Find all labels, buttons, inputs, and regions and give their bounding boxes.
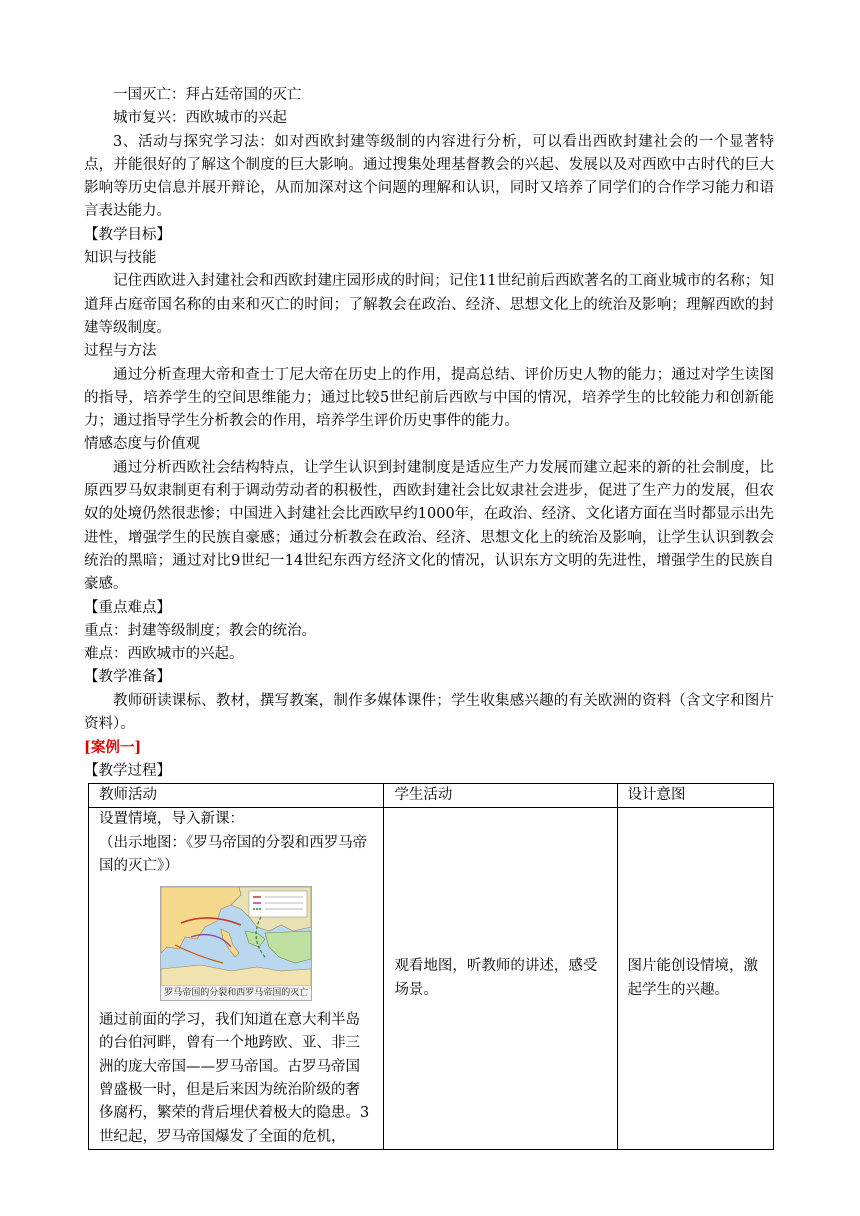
method-paragraph: 3、活动与探究学习法：如对西欧封建等级制的内容进行分析，可以看出西欧封建社会的一个显著特点，并能很好的了解这个制度的巨大影响。通过搜集处理基督教会的兴起、发展以及对西欧中古时代的巨大影响等历史信息并展开辩论，从而加深对这个问题的理解和认识，同时又培养了同学们的合作学习能力和语言表达能力。 <box>84 133 774 220</box>
teacher-show-map: （出示地图：《罗马帝国的分裂和西罗马帝国的灭亡》） <box>99 834 368 874</box>
design-intent-cell: 图片能创设情境，激起学生的兴趣。 <box>617 808 774 1150</box>
case-label: [案例一] <box>84 739 142 757</box>
objectives-heading: 【教学目标】 <box>84 226 171 243</box>
student-activity-cell: 观看地图，听教师的讲述，感受场景。 <box>384 808 617 1150</box>
teacher-intro: 设置情境，导入新课： <box>99 811 244 828</box>
teacher-narration: 通过前面的学习，我们知道在意大利半岛的台伯河畔，曾有一个地跨欧、亚、非三洲的庞大帝国——罗马帝国。古罗马帝国曾盛极一时，但是后来因为统治阶级的奢侈腐朽，繁荣的背后埋伏着极大的隐患。3世纪起，罗马帝国爆发了全面的危机， <box>99 1012 370 1145</box>
table-row <box>89 808 774 1150</box>
preparation-text: 教师研读课标、教材，撰写教案，制作多媒体课件；学生收集感兴趣的有关欧洲的资料（含文字和图片资料）。 <box>84 692 774 733</box>
map-caption: 罗马帝国的分裂和西罗马帝国的灭亡 <box>161 986 311 1000</box>
teaching-process-table <box>88 783 774 1150</box>
process-heading: 【教学过程】 <box>84 762 171 779</box>
table-header-row <box>89 783 774 807</box>
process-title: 过程与方法 <box>84 343 157 360</box>
key-point: 重点：封建等级制度；教会的统治。 <box>84 622 316 639</box>
header-teacher: 教师活动 <box>89 783 384 807</box>
teacher-activity-cell <box>89 808 384 1150</box>
document-page <box>84 84 774 1150</box>
line-city-revival: 城市复兴：西欧城市的兴起 <box>113 110 287 127</box>
emotion-title: 情感态度与价值观 <box>84 436 200 453</box>
knowledge-text: 记住西欧进入封建社会和西欧封建庄园形成的时间；记住11世纪前后西欧著名的工商业城市的名称；知道拜占庭帝国名称的由来和灭亡的时间；了解教会在政治、经济、思想文化上的统治及影响；理解西欧的封建等级制度。 <box>84 273 774 336</box>
header-student: 学生活动 <box>384 783 617 807</box>
emotion-text: 通过分析西欧社会结构特点，让学生认识到封建制度是适应生产力发展而建立起来的新的社会制度，比原西罗马奴隶制更有利于调动劳动者的积极性，西欧封建社会比奴隶社会进步，促进了生产力的发展，但农奴的处境仍然很悲惨；中国进入封建社会比西欧早约1000年，在政治、经济、文化诸方面在当时都显示出先进性，增强学生的民族自豪感；通过分析教会在政治、经济、思想文化上的统治及影响，让学生认识到教会统治的黑暗；通过对比9世纪一14世纪东西方经济文化的情况，认识东方文明的先进性，增强学生的民族自豪感。 <box>84 459 774 593</box>
map-illustration <box>161 887 311 986</box>
preparation-heading: 【教学准备】 <box>84 669 171 686</box>
line-empire-fall: 一国灭亡：拜占廷帝国的灭亡 <box>113 87 302 103</box>
process-text: 通过分析查理大帝和查士丁尼大帝在历史上的作用，提高总结、评价历史人物的能力；通过对学生读图的指导，培养学生的空间思维能力；通过比较5世纪前后西欧与中国的情况，培养学生的比较能力和创新能力；通过指导学生分析教会的作用，培养学生评价历史事件的能力。 <box>84 366 774 430</box>
header-design: 设计意图 <box>617 783 774 807</box>
knowledge-title: 知识与技能 <box>84 250 157 267</box>
difficult-point: 难点：西欧城市的兴起。 <box>84 646 244 663</box>
roman-empire-map <box>160 886 312 1001</box>
key-points-heading: 【重点难点】 <box>84 599 171 616</box>
